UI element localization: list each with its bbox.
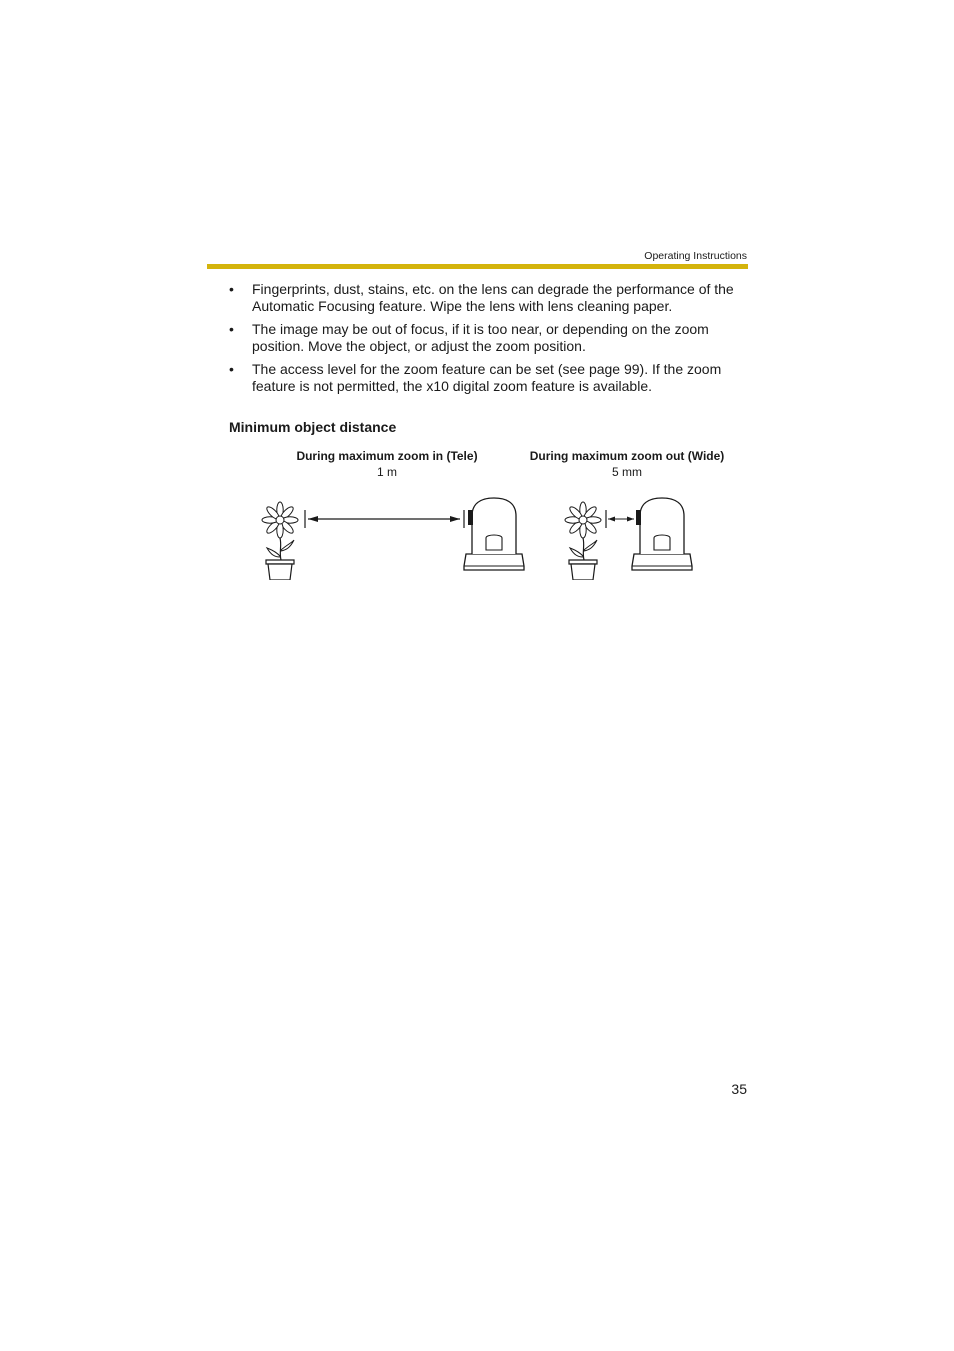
bullet-dot: • — [229, 281, 234, 297]
bullet-text: Fingerprints, dust, stains, etc. on the lens can degrade the performance of the Automatic Focusing feature. Wipe the lens with lens cleaning paper. — [252, 281, 734, 314]
page-number: 35 — [731, 1081, 747, 1097]
flower-icon — [565, 502, 601, 580]
camera-icon — [464, 498, 524, 570]
list-item — [229, 321, 749, 355]
tele-distance: 1 m — [376, 465, 397, 479]
wide-caption — [516, 448, 738, 480]
bullet-dot: • — [229, 321, 234, 337]
flower-icon — [262, 502, 298, 580]
bullet-text: The image may be out of focus, if it is too near, or depending on the zoom position. Move the object, or adjust the zoom position. — [252, 321, 709, 354]
list-item — [229, 281, 749, 315]
tele-caption — [280, 448, 494, 480]
bullet-dot: • — [229, 361, 234, 377]
camera-icon — [632, 498, 692, 570]
distance-diagram — [250, 490, 710, 580]
wide-distance: 5 mm — [612, 465, 642, 479]
header-label: Operating Instructions — [644, 250, 747, 262]
header-rule — [207, 264, 748, 269]
list-item — [229, 361, 749, 395]
section-heading: Minimum object distance — [229, 419, 397, 435]
wide-title: During maximum zoom out (Wide) — [529, 449, 725, 463]
bullet-text: The access level for the zoom feature can be set (see page 99). If the zoom feature is not permitted, the x10 digital zoom feature is available. — [252, 361, 722, 394]
bullet-list — [229, 281, 749, 401]
tele-title: During maximum zoom in (Tele) — [296, 449, 478, 463]
